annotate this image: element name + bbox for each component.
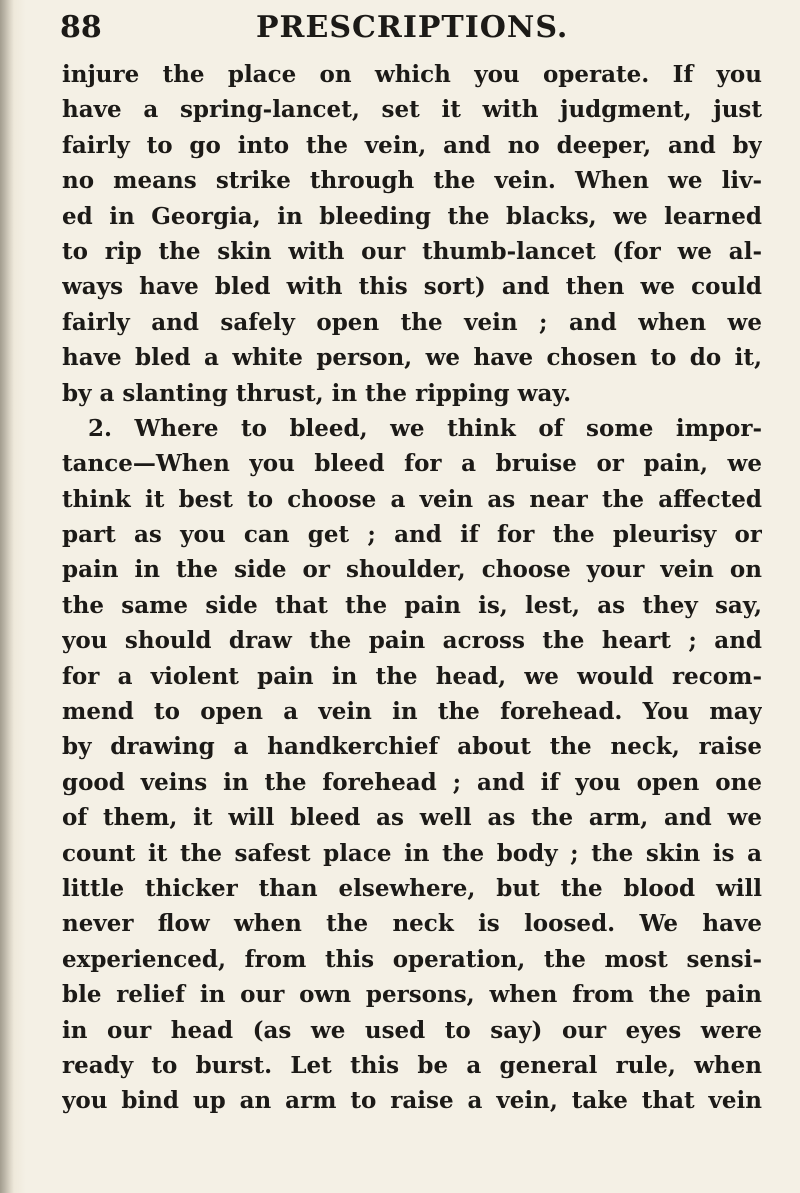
text-line: fairly to go into the vein, and no deeper, and by: [62, 131, 762, 159]
text-line: by a slanting thrust, in the ripping way.: [62, 379, 572, 407]
text-line: ed in Georgia, in bleeding the blacks, we learned: [62, 202, 762, 230]
text-line: pain in the side or shoulder, choose your vein on: [62, 556, 762, 584]
text-line: to rip the skin with our thumb-lancet (for we al-: [62, 237, 762, 265]
binding-shadow: [0, 0, 14, 1193]
text-line: you bind up an arm to raise a vein, take that vein: [62, 1087, 762, 1115]
text-line: good veins in the forehead ; and if you open one: [62, 768, 762, 796]
running-title: PRESCRIPTIONS.: [256, 10, 569, 45]
text-line: part as you can get ; and if for the pleurisy or: [62, 521, 762, 549]
text-line: 2. Where to bleed, we think of some impor-: [88, 414, 762, 442]
text-line: ways have bled with this sort) and then we could: [62, 273, 762, 301]
text-line: for a violent pain in the head, we would recom-: [62, 662, 762, 690]
text-line: experienced, from this operation, the most sensi-: [62, 945, 762, 973]
text-line: in our head (as we used to say) our eyes were: [62, 1016, 762, 1044]
text-line: fairly and safely open the vein ; and when we: [62, 308, 762, 336]
text-line: little thicker than elsewhere, but the blood will: [62, 874, 762, 902]
text-line: ready to burst. Let this be a general rule, when: [62, 1051, 762, 1079]
text-line: of them, it will bleed as well as the arm, and we: [62, 804, 762, 832]
text-line: the same side that the pain is, lest, as they say,: [62, 591, 762, 619]
text-line: think it best to choose a vein as near the affected: [62, 485, 762, 513]
text-line: have bled a white person, we have chosen to do it,: [62, 344, 762, 372]
page-number: 88: [60, 10, 102, 45]
text-line: count it the safest place in the body ; the skin is a: [62, 839, 762, 867]
text-line: never flow when the neck is loosed. We have: [62, 910, 762, 938]
text-line: no means strike through the vein. When we liv-: [62, 167, 762, 195]
page-header: [60, 6, 760, 50]
body-text: [62, 57, 762, 1119]
text-line: tance—When you bleed for a bruise or pain, we: [62, 450, 762, 478]
text-line: have a spring-lancet, set it with judgment, just: [62, 96, 762, 124]
text-line: mend to open a vein in the forehead. You may: [62, 698, 762, 726]
text-line: by drawing a handkerchief about the neck, raise: [62, 733, 762, 761]
text-line: ble relief in our own persons, when from the pain: [62, 981, 762, 1009]
text-line: injure the place on which you operate. If you: [62, 61, 762, 88]
text-line: you should draw the pain across the heart ; and: [62, 627, 762, 655]
